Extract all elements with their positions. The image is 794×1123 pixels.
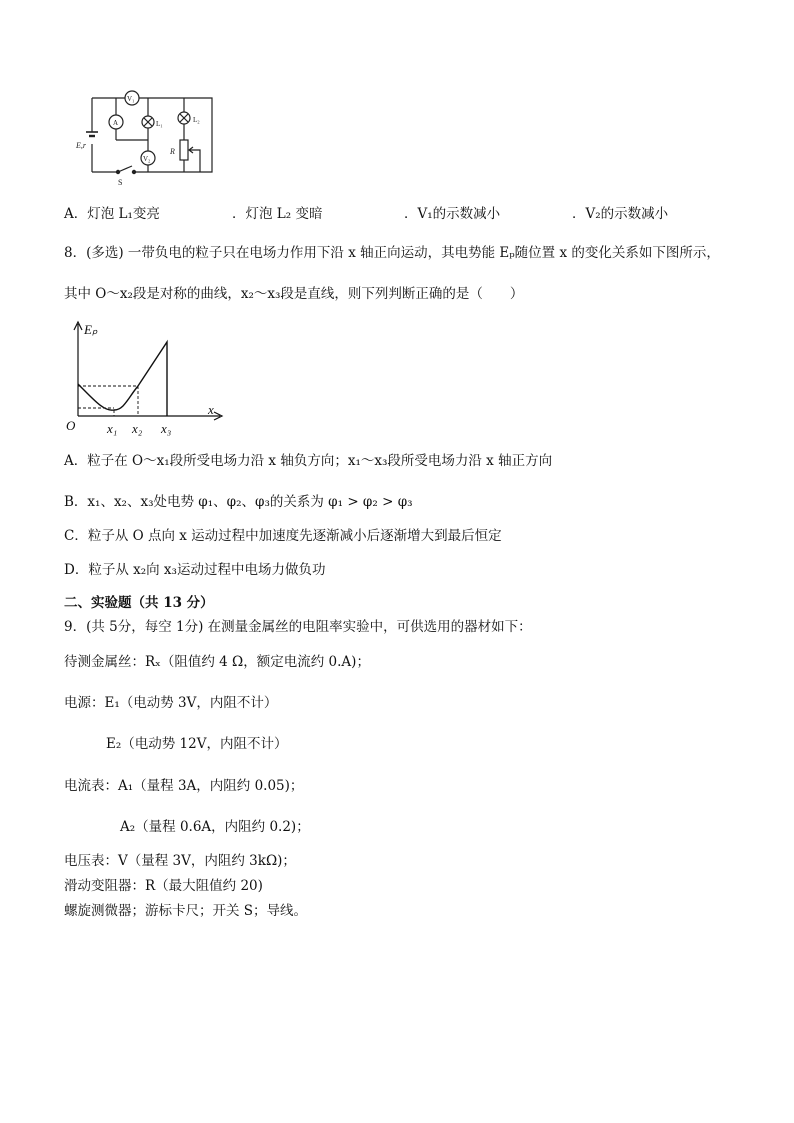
v1-label: V₁ [127, 95, 135, 103]
q9-rheostat: 滑动变阻器：R（最大阻值约 20) [64, 878, 263, 894]
q7-option-d: ．V₂的示数减小 [572, 206, 669, 222]
origin-label: O [66, 418, 76, 433]
q9-ammeter-a2: A₂（量程 0.6A，内阻约 0.2)； [120, 819, 310, 835]
q8-option-c: C．粒子从 O 点向 x 运动过程中加速度先逐渐减小后逐渐增大到最后恒定 [64, 528, 502, 544]
switch-label: S [118, 178, 123, 187]
q9-stem: 9．(共 5分，每空 1分) 在测量金属丝的电阻率实验中，可供选用的器材如下： [64, 619, 532, 635]
q9-misc: 螺旋测微器；游标卡尺；开关 S；导线。 [64, 903, 308, 919]
q9-source-e1: 电源：E₁（电动势 3V，内阻不计） [64, 695, 278, 711]
q8-stem-line2: 其中 O～x₂段是对称的曲线，x₂～x₃段是直线，则下列判断正确的是（ ） [64, 286, 524, 302]
battery-label: E,r [76, 141, 86, 150]
circuit-diagram [72, 88, 232, 188]
y-axis-label: Eₚ [84, 322, 98, 337]
section-title: 二、实验题（共 13 分） [64, 595, 214, 611]
q9-ammeter-a1: 电流表：A₁（量程 3A，内阻约 0.05)； [64, 778, 304, 794]
l1-label: L₁ [156, 120, 163, 128]
v2-label: V₂ [143, 155, 151, 163]
q9-wire: 待测金属丝：Rₓ（阻值约 4 Ω，额定电流约 0.A)； [64, 654, 370, 670]
q8-option-d: D．粒子从 x₂向 x₃运动过程中电场力做负功 [64, 562, 326, 578]
q8-option-a: A．粒子在 O～x₁段所受电场力沿 x 轴负方向；x₁～x₃段所受电场力沿 x 轴正方向 [64, 453, 553, 469]
rheostat-label: R [170, 147, 175, 156]
ep-x-graph [64, 318, 234, 443]
x-axis-label: x [208, 402, 214, 417]
x2-tick-label: x₂ [132, 421, 143, 436]
q8-option-b: B．x₁、x₂、x₃处电势 φ₁、φ₂、φ₃的关系为 φ₁ > φ₂ > φ₃ [64, 494, 413, 510]
q7-option-c: ．V₁的示数减小 [404, 206, 501, 222]
x1-tick-label: x₁ [107, 421, 118, 436]
q9-source-e2: E₂（电动势 12V，内阻不计） [106, 736, 288, 752]
q7-option-a: A．灯泡 L₁变亮 [64, 206, 160, 222]
q8-stem-line1: 8．(多选) 一带负电的粒子只在电场力作用下沿 x 轴正向运动，其电势能 Eₚ随位置 x 的变化关系如下图所示， [64, 245, 720, 261]
l2-label: L₂ [193, 116, 200, 124]
ammeter-label: A [113, 119, 119, 127]
x3-tick-label: x₃ [161, 421, 172, 436]
q7-option-b: ．灯泡 L₂ 变暗 [232, 206, 323, 222]
q9-voltmeter: 电压表：V（量程 3V，内阻约 3kΩ)； [64, 853, 296, 869]
